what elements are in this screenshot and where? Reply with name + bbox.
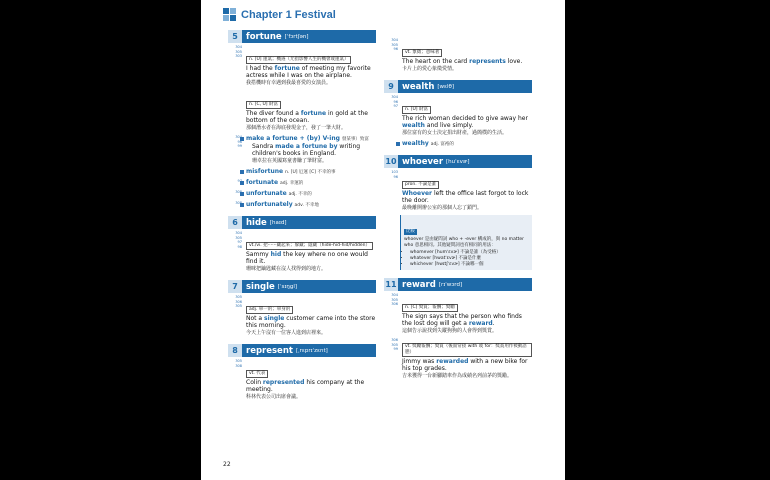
sense-wealth: 304 96 97 n. [U] 財富 The rich woman decided to give away her wealth and live simply. 那位富有的女士決定捐出財產，過簡樸的生活。 bbox=[391, 95, 528, 136]
pos-label: n. [U] 運氣；機遇（尤指影響人生的機會或運氣） bbox=[246, 56, 351, 64]
entry-number: 5 bbox=[228, 30, 242, 43]
derivative-unfortunately: 308 unfortunately adv. 不幸地 bbox=[235, 201, 319, 208]
chapter-title: Chapter 1 Festival bbox=[241, 9, 336, 21]
level-markers: 304 96 99 bbox=[235, 135, 242, 148]
sense-whoever: 103 96 pron. 不論是誰 Whoever left the office last forgot to lock the door. 最晚離開辦公室的那個人忘了鎖門。 bbox=[391, 170, 529, 211]
sense-reward-2: 306 305 99 vt. 獎勵報酬；獎賞（後面常接 with 或 for：獎賞用作被動語態） Jimmy was rewarded with a new bike for his top grades. 吉米獲得一台新腳踏車作為成績名列前茅的獎勵。 bbox=[384, 338, 532, 380]
pos-label: n. [C, U] 財富 bbox=[246, 101, 281, 109]
example-zh: 那個潛水者在海底發現金子，發了一筆大財。 bbox=[246, 125, 347, 131]
entry-header-single: 7 single [ˈsɪŋɡl] bbox=[228, 280, 376, 293]
example-en: The diver found a fortune in gold at the bottom of the ocean. bbox=[246, 110, 368, 124]
derivative-unfortunate: 308 unfortunate adj. 不幸的 bbox=[235, 190, 312, 197]
entry-header-represent: 8 represent [ˌrɛprɪˈzɛnt] bbox=[228, 344, 376, 357]
derivative-fortunate: 97 fortunate adj. 幸運的 bbox=[237, 179, 304, 186]
entry-header-reward: 11 reward [rɪˈwɔrd] bbox=[384, 278, 532, 291]
left-column bbox=[228, 30, 376, 404]
level-markers: 304 305 303 bbox=[235, 45, 242, 58]
entry-header-hide: 6 hide [haɪd] bbox=[228, 216, 376, 229]
example-en: Sandra made a fortune by writing children's books in England. bbox=[252, 143, 361, 157]
sense-represent-1: 305 308 vt. 代表 Colin represented his company at the meeting. 科林代表公司出席會議。 bbox=[235, 359, 365, 400]
entry-header-fortune bbox=[228, 30, 376, 43]
sense-represent-2: 304 305 96 vt. 象徵；意味著 The heart on the card represents love. 卡片上的愛心象徵愛情。 bbox=[391, 38, 523, 72]
dictionary-page bbox=[201, 0, 565, 480]
sense-single: 305 306 305 adj. 單一的；單身的 Not a single customer came into the store this morning. 今天上午沒有一位客人進到店裡來。 bbox=[235, 295, 376, 336]
bullet-square-icon bbox=[240, 170, 244, 174]
entry-header-wealth: 9 wealth [wɛlθ] bbox=[384, 80, 532, 93]
sense-reward-1: 304 305 306 n. [C] 獎賞；報酬；獎勵 The sign says that the person who finds the lost dog will get a reward. 這個告示說找到失蹤狗狗的人會得到獎賞。 bbox=[391, 293, 522, 334]
entry-header-whoever: 10 whoever [huˈɛvɚ] bbox=[384, 155, 532, 168]
derivative-misfortune: misfortune n. [U] 厄運 [C] 不幸的事 bbox=[228, 168, 376, 176]
pronunciation: [ˈfɔrtʃən] bbox=[284, 33, 309, 40]
bullet-square-icon bbox=[396, 142, 400, 146]
note-tag: 比較 bbox=[406, 229, 415, 234]
chapter-logo-icon bbox=[223, 8, 237, 22]
sense-fortune-1 bbox=[228, 45, 376, 87]
derivative-wealthy: wealthy adj. 富裕的 bbox=[384, 140, 532, 148]
right-column bbox=[384, 38, 532, 383]
headword: fortune bbox=[246, 31, 282, 42]
phrase-make-a-fortune bbox=[228, 135, 376, 165]
sense-fortune-2 bbox=[228, 90, 376, 132]
page-number: 22 bbox=[223, 461, 231, 468]
chapter-header bbox=[223, 6, 336, 24]
example-zh: 我搭機時有幸遇到我最喜愛的女演員。 bbox=[246, 80, 332, 86]
phrase-gloss: 發某事）致富 bbox=[341, 137, 369, 142]
sense-hide: 304 305 97 98 vt./vi. 把⋯⋯藏起來；躲藏；隱藏（hide-hid-hid/hidden） Sammy hid the key where no one would find it. 珊咪把鑰匙藏在沒人找得到的地方。 bbox=[228, 231, 376, 273]
example-en: I had the fortune of meeting my favorite actress while I was on the airplane. bbox=[246, 65, 371, 79]
phrase: make a fortune + (by) V-ing bbox=[246, 135, 340, 142]
comparison-note: 比較 whoever 是由疑問詞 who + -ever 構成的，與 no matter who 意思相同。其他疑問詞也有相同的用法： • whomever [humˈɛvɚ] 不論是誰（為受格） • whatever [hwatˈɛvɚ] 不論是什麼 • whichever [hwɪtʃˈɛvɚ] 不論哪一個 bbox=[400, 215, 532, 270]
example-zh: 珊卓拉在英國寫童書賺了筆財富。 bbox=[252, 158, 328, 164]
